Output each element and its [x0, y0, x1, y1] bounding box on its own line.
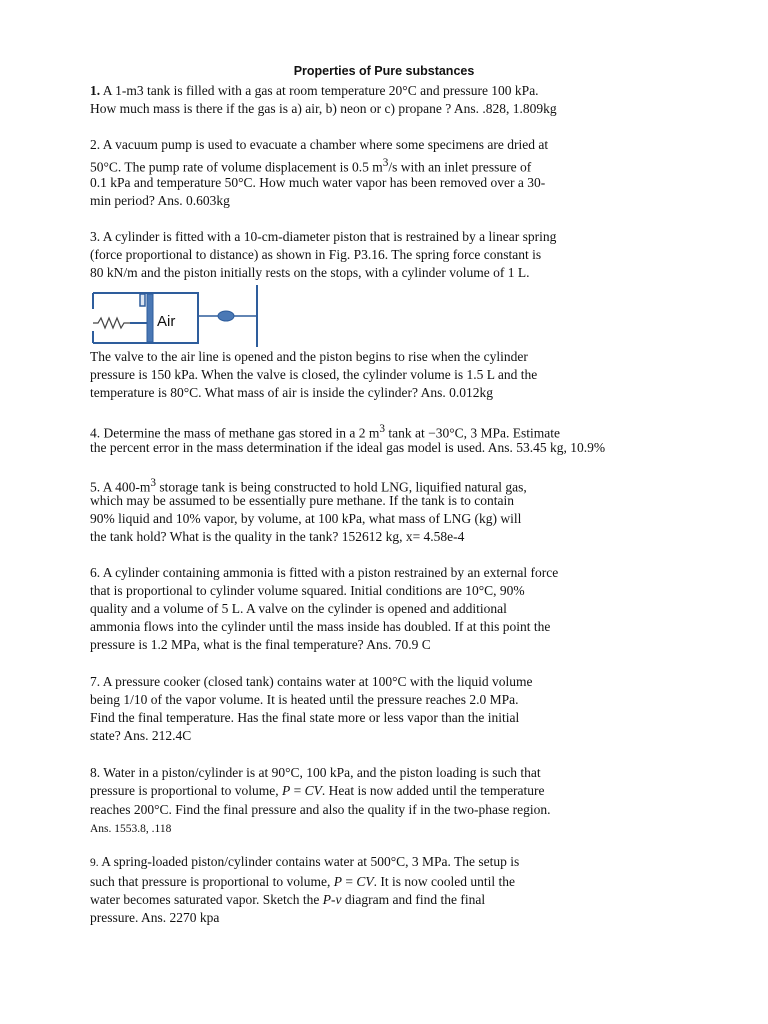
text-line: such that pressure is proportional to volume, P = CV. It is now cooled until the [90, 874, 515, 889]
piston-cylinder-figure [90, 285, 265, 350]
text-line: 9. A spring-loaded piston/cylinder contains water at 500°C, 3 MPa. The setup is [90, 854, 520, 869]
text-line: 0.1 kPa and temperature 50°C. How much water vapor has been removed over a 30- [90, 175, 546, 190]
page-title: Properties of Pure substances [293, 64, 475, 78]
text-line: (force proportional to distance) as shown in Fig. P3.16. The spring force constant is [90, 247, 542, 262]
text-line: The valve to the air line is opened and the piston begins to rise when the cylinder [90, 349, 528, 364]
text-line: min period? Ans. 0.603kg [90, 193, 230, 208]
text-line: the tank hold? What is the quality in the tank? 152612 kg, x= 4.58e-4 [90, 529, 465, 544]
valve [218, 311, 234, 321]
text-line: 7. A pressure cooker (closed tank) contains water at 100°C with the liquid volume [90, 674, 533, 689]
piston-stop [140, 294, 145, 306]
text-line: 8. Water in a piston/cylinder is at 90°C, 100 kPa, and the piston loading is such that [90, 765, 541, 780]
text-line: which may be assumed to be essentially pure methane. If the tank is to contain [90, 493, 515, 508]
text-line: pressure is 150 kPa. When the valve is closed, the cylinder volume is 1.5 L and the [90, 367, 538, 382]
text-line: temperature is 80°C. What mass of air is inside the cylinder? Ans. 0.012kg [90, 385, 493, 400]
spring [93, 318, 130, 328]
text-line: being 1/10 of the vapor volume. It is heated until the pressure reaches 2.0 MPa. [90, 692, 519, 707]
text-line: water becomes saturated vapor. Sketch the P-v diagram and find the final [90, 892, 486, 907]
text-line: 2. A vacuum pump is used to evacuate a chamber where some specimens are dried at [90, 137, 549, 152]
text-line: pressure. Ans. 2270 kpa [90, 910, 220, 925]
text-line: 4. Determine the mass of methane gas stored in a 2 $m^3$ tank at −30°C, 3 MPa. Estimate [90, 423, 561, 441]
text-line: 80 kN/m and the piston initially rests on the stops, with a cylinder volume of 1 L. [90, 265, 530, 280]
text-line: Find the final temperature. Has the final state more or less vapor than the initial [90, 710, 520, 725]
text-line: ammonia flows into the cylinder until the mass inside has doubled. If at this point the [90, 619, 551, 634]
text-line: Ans. 1553.8, .118 [90, 823, 172, 835]
text-line: the percent error in the mass determination if the ideal gas model is used. Ans. 53.45 kg, 10.9% [90, 440, 606, 455]
text-line: quality and a volume of 5 L. A valve on the cylinder is opened and additional [90, 601, 507, 616]
air-label: Air [157, 313, 176, 330]
piston [147, 294, 153, 342]
text-line: 90% liquid and 10% vapor, by volume, at 100 kPa, what mass of LNG (kg) will [90, 511, 522, 526]
text-line: pressure is proportional to volume, P = CV. Heat is now added until the temperature [90, 783, 545, 798]
text-line: pressure is 1.2 MPa, what is the final temperature? Ans. 70.9 C [90, 637, 431, 652]
text-line: How much mass is there if the gas is a) air, b) neon or c) propane ? Ans. .828, 1.809kg [90, 101, 557, 116]
text-line: reaches 200°C. Find the final pressure and also the quality if in the two-phase region. [90, 802, 551, 817]
text-line: that is proportional to cylinder volume squared. Initial conditions are 10°C, 90% [90, 583, 525, 598]
text-line: 6. A cylinder containing ammonia is fitted with a piston restrained by an external force [90, 565, 559, 580]
text-line: 1. A 1-m3 tank is filled with a gas at room temperature 20°C and pressure 100 kPa. [90, 83, 539, 98]
text-line: state? Ans. 212.4C [90, 728, 192, 743]
text-line: 5. A $400-m^3$ storage tank is being constructed to hold LNG, liquified natural gas, [90, 477, 527, 495]
text-line: 50°C. The pump rate of volume displacement is 0.5 $m^3/s$ with an inlet pressure of [90, 157, 532, 175]
text-line: 3. A cylinder is fitted with a 10-cm-diameter piston that is restrained by a linear spring [90, 229, 557, 244]
